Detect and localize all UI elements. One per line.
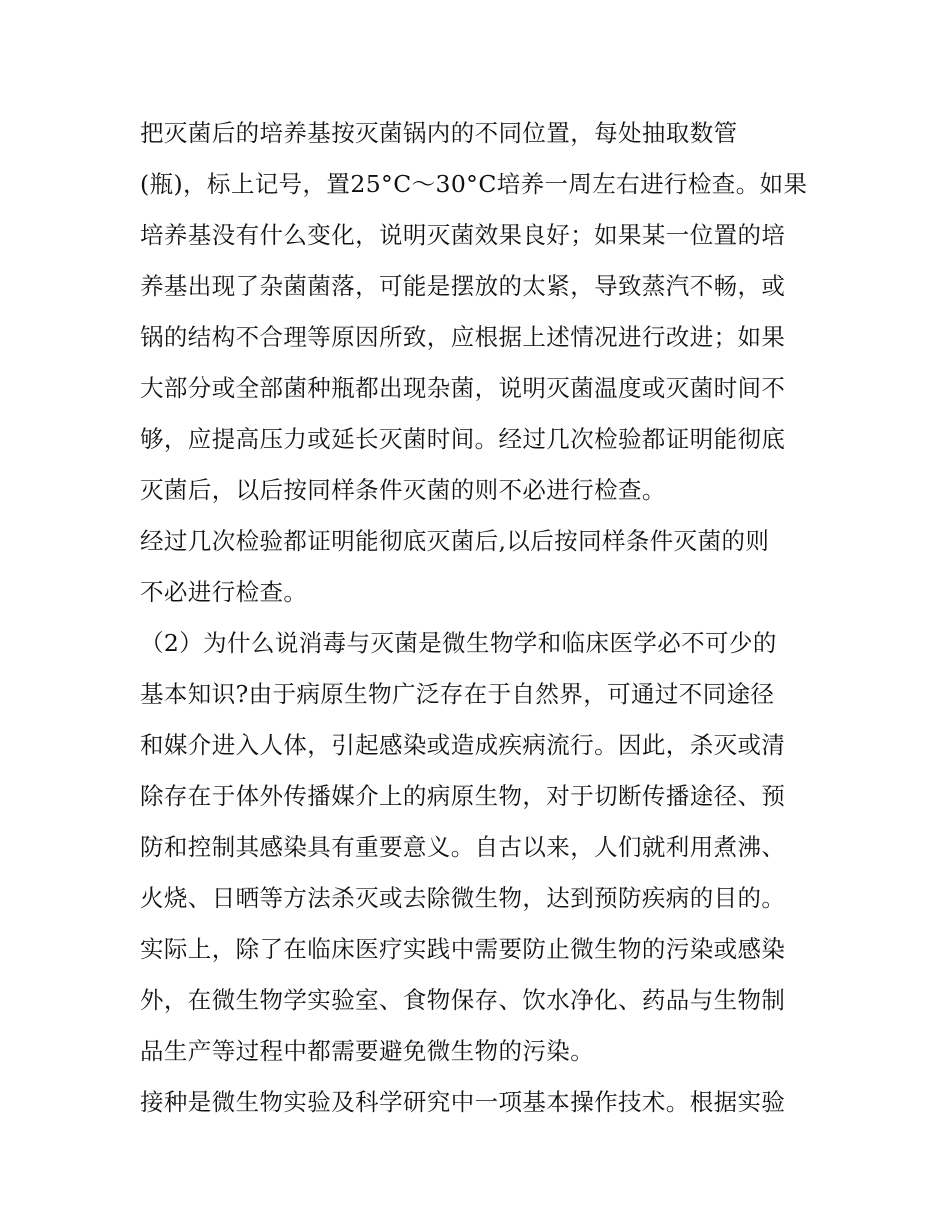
text-line: 够，应提高压力或延长灭菌时间。经过几次检验都证明能彻底 bbox=[140, 425, 786, 453]
text-line: 防和控制其感染具有重要意义。自古以来，人们就利用煮沸、 bbox=[140, 833, 786, 861]
text-line: 接种是微生物实验及科学研究中一项基本操作技术。根据实验 bbox=[140, 1088, 786, 1116]
text-line: (瓶)，标上记号，置25°C～30°C培养一周左右进行检查。如果 bbox=[140, 170, 808, 198]
text-line: 外，在微生物学实验室、食物保存、饮水净化、药品与生物制 bbox=[140, 986, 786, 1014]
text-line: 火烧、日晒等方法杀灭或去除微生物，达到预防疾病的目的。 bbox=[140, 884, 786, 912]
text-line: 基本知识?由于病原生物广泛存在于自然界，可通过不同途径 bbox=[140, 680, 775, 708]
text-line: 除存在于体外传播媒介上的病原生物，对于切断传播途径、预 bbox=[140, 782, 786, 810]
text-line: 不必进行检查。 bbox=[140, 578, 308, 606]
text-line: 把灭菌后的培养基按灭菌锅内的不同位置，每处抽取数管 bbox=[140, 119, 738, 147]
text-line: 锅的结构不合理等原因所致，应根据上述情况进行改进；如果 bbox=[140, 323, 786, 351]
text-line: 大部分或全部菌种瓶都出现杂菌，说明灭菌温度或灭菌时间不 bbox=[140, 374, 786, 402]
text-line: 品生产等过程中都需要避免微生物的污染。 bbox=[140, 1037, 595, 1065]
text-line: 培养基没有什么变化，说明灭菌效果良好；如果某一位置的培 bbox=[140, 221, 786, 249]
text-line: 灭菌后，以后按同样条件灭菌的则不必进行检查。 bbox=[140, 476, 666, 504]
text-line: （2）为什么说消毒与灭菌是微生物学和临床医学必不可少的 bbox=[140, 629, 777, 657]
text-line: 养基出现了杂菌菌落，可能是摆放的太紧，导致蒸汽不畅，或 bbox=[140, 272, 786, 300]
text-line: 和媒介进入人体，引起感染或造成疾病流行。因此，杀灭或清 bbox=[140, 731, 786, 759]
text-line: 经过几次检验都证明能彻底灭菌后,以后按同样条件灭菌的则 bbox=[140, 527, 770, 555]
text-line: 实际上，除了在临床医疗实践中需要防止微生物的污染或感染 bbox=[140, 935, 786, 963]
body-text bbox=[140, 108, 830, 1128]
